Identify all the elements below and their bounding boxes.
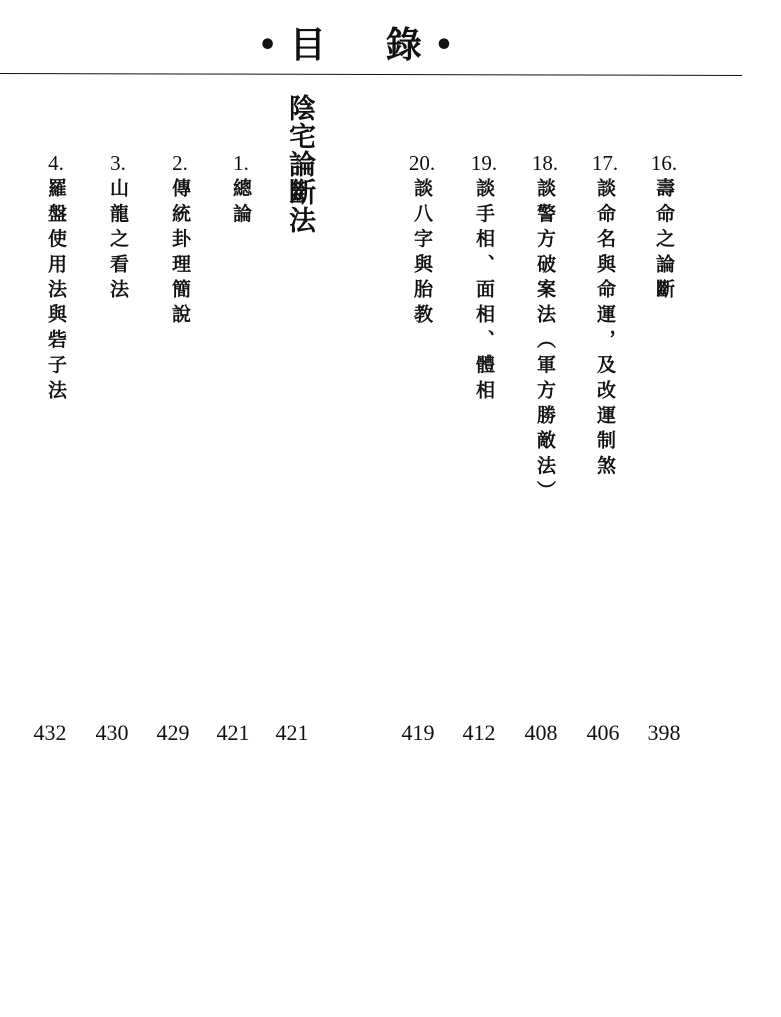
toc-entry-4[interactable]	[38, 150, 74, 405]
entry-number: 18.	[531, 151, 559, 175]
page-number-3: 430	[95, 720, 129, 745]
page-number-1: 421	[216, 720, 250, 745]
page-number-18: 408	[524, 720, 558, 745]
section-heading[interactable]: 陰宅論斷法	[284, 94, 315, 234]
page-number-section: 421	[275, 720, 309, 745]
entry-number: 4.	[48, 151, 64, 175]
toc-entry-3[interactable]	[100, 150, 136, 304]
toc-entry-16[interactable]	[646, 150, 682, 304]
entry-title: 談警方破案法（軍方勝敵法）	[534, 178, 556, 506]
page-number-17: 406	[586, 720, 620, 745]
title-char-mu: 目	[289, 25, 326, 66]
entry-title: 山龍之看法	[107, 178, 129, 304]
page-number-19: 412	[462, 720, 496, 745]
entry-title: 談命名與命運，及改運制煞	[594, 178, 616, 481]
entry-title: 談手相、面相、體相	[473, 178, 495, 405]
title-bullet-left: •	[258, 28, 278, 63]
toc-entry-20[interactable]	[404, 150, 440, 329]
page-title	[258, 22, 468, 70]
entry-number: 3.	[110, 151, 126, 175]
entry-number: 19.	[470, 151, 498, 175]
entry-title: 壽命之論斷	[653, 178, 675, 304]
title-char-lu: 錄	[385, 25, 422, 66]
page-number-4: 432	[33, 720, 67, 745]
page-number-20: 419	[401, 720, 435, 745]
toc-entry-17[interactable]	[587, 150, 623, 480]
toc-entry-1[interactable]	[223, 150, 259, 228]
page-header	[0, 18, 781, 74]
entry-number: 2.	[172, 151, 188, 175]
entry-title: 傳統卦理簡說	[169, 178, 191, 330]
entry-number: 17.	[591, 151, 619, 175]
page-number-16: 398	[647, 720, 681, 745]
toc-entry-18[interactable]	[527, 150, 563, 506]
entry-number: 1.	[233, 151, 249, 175]
toc-entry-2[interactable]	[162, 150, 198, 329]
toc-entry-19[interactable]	[466, 150, 502, 405]
entry-title: 總論	[230, 178, 252, 229]
page-number-2: 429	[156, 720, 190, 745]
entry-number: 20.	[408, 151, 436, 175]
title-bullet-right: •	[434, 28, 454, 63]
entry-title: 羅盤使用法與砦子法	[45, 178, 67, 405]
entry-number: 16.	[650, 151, 678, 175]
entry-title: 談八字與胎教	[411, 178, 433, 330]
